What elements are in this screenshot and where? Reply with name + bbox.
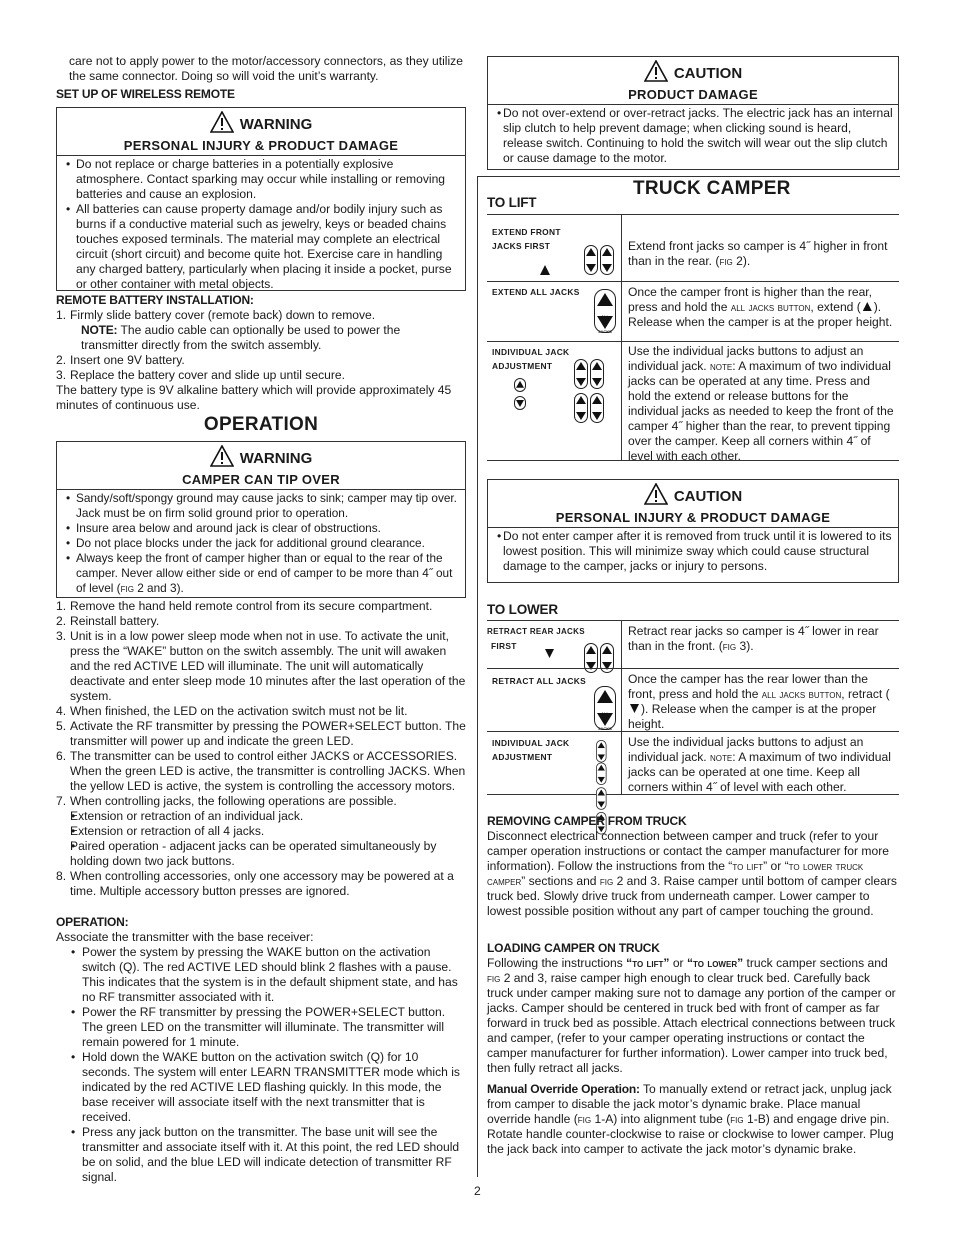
removing-heading: REMOVING CAMPER FROM TRUCK <box>487 814 687 828</box>
operation-sub-heading: OPERATION: <box>56 915 129 929</box>
battery-step: Replace the battery cover and slide up until secure. <box>70 368 345 382</box>
step: Remove the hand held remote control from its secure compartment. <box>70 599 433 613</box>
wireless-heading: SET UP OF WIRELESS REMOTE <box>56 87 235 101</box>
front-jack-buttons-icon <box>584 245 616 275</box>
caution-subtitle: PRODUCT DAMAGE <box>628 87 758 102</box>
page-number: 2 <box>474 1184 481 1198</box>
operation-item: • Power the RF transmitter by pressing the POWER+SELECT button. The green LED on the transmitter will illuminate. The transmitter will remain powered for 1 minute. <box>56 1005 466 1050</box>
lift-table <box>487 214 899 461</box>
caution-box-product <box>487 56 899 170</box>
battery-heading: REMOTE BATTERY INSTALLATION: <box>56 293 254 307</box>
warning-header <box>57 108 465 156</box>
warning-item: • Insure area below and around jack is clear of obstructions. <box>57 521 463 536</box>
lift-row-text: Use the individual jacks buttons to adjust an individual jack. note: A maximum of two individual jacks can be operated at any time. Press and hold the extend or release buttons for the individual jacks as needed to keep the front of the camper 4˝ higher than the rear, to prevent tipping over the camper. Keep all corners within 4˝ of level with each other. <box>628 344 894 463</box>
step: When controlling accessories, only one accessory may be powered at a time. Multiple accessory button presses are ignored. <box>70 869 454 898</box>
loading-heading: LOADING CAMPER ON TRUCK <box>487 941 660 955</box>
lift-row-text: Extend front jacks so camper is 4˝ higher in front than in the rear. (fig 2). <box>628 239 888 268</box>
step-sub-item: • Paired operation - adjacent jacks can be operated simultaneously by holding down two jack buttons. <box>56 839 466 869</box>
warning-item: • All batteries can cause property damage and/or bodily injury such as burns if a conductive material such as jewelry, keys or beaded chains touches exposed terminals. The material may complete an electrical circuit (short circuit) and become quite hot. Exercise care in handling any charged battery, particularly when placing it inside a pocket, purse or other container with metal objects. <box>57 202 461 292</box>
retract-arrow-icon <box>630 704 639 713</box>
warning-subtitle: CAMPER CAN TIP OVER <box>182 472 340 487</box>
lift-row-extend-all: EXTEND ALL JACKS JACKS <box>492 285 618 341</box>
lower-row-text: Once the camper has the rear lower than the front, press and hold the all jacks button, retract (). Release when the camper is at the proper height. <box>628 672 890 731</box>
override-text: Manual Override Operation: To manually extend or retract jack, unplug jack from camper to disable the jack motor’s dynamic brake. Place manual override handle (fig 1-A) into alignment tube (fig 1-B) and engage drive pin. Rotate handle counter-clockwise to raise or clockwise to lower camper. Plug the jack back into camper to activate the jack motor’s dynamic brake. <box>487 1082 894 1156</box>
extend-arrow-icon <box>863 302 872 311</box>
step: When finished, the LED on the activation switch must not be lit. <box>70 704 408 718</box>
operation-list <box>56 945 466 1185</box>
operation-intro: Associate the transmitter with the base receiver: <box>56 930 314 944</box>
caution-box-injury <box>487 479 899 583</box>
warning-triangle-icon <box>210 111 234 138</box>
step-sub-item: • Extension or retraction of an individual jack. <box>56 809 466 824</box>
all-jacks-button-icon: JACKS <box>594 686 616 730</box>
caution-triangle-icon <box>644 60 668 87</box>
operation-item: • Hold down the WAKE button on the activation switch (Q) for 10 seconds. The system will enter LEARN TRANSMITTER mode which is indicated by the red ACTIVE LED flashing quickly. In this mode, the base receiver will associate itself with the next transmitter that is received. <box>56 1050 466 1125</box>
warning-triangle-icon <box>210 445 234 472</box>
battery-step: Firmly slide battery cover (remote back) down to remove. <box>70 308 376 322</box>
lower-row-individual: INDIVIDUAL JACK ADJUSTMENT <box>492 736 618 792</box>
caution-title: CAUTION <box>673 487 743 505</box>
caution-header <box>488 480 898 528</box>
operation-steps: 1. Remove the hand held remote control from its secure compartment. 2. Reinstall battery. 3. Unit is in a low power sleep mode when not in use. To activate the unit, press the “WAKE” button on the switch assembly. The unit will awaken and the red ACTIVE LED will illuminate. The unit will automatically deactivate and enter sleep mode 10 minutes after the last operation of the system. 4. When finished, the LED on the activation switch must not be lit. 5. Activate the RF transmitter by pressing the POWER+SELECT button. The transmitter will power up and indicate the green LED. 6. The transmitter can be used to control either JACKS or ACCESSORIES. When the green LED is active, the transmitter is controlling JACKS. When the yellow LED is active, the system is controlling the accessory motors. 7. When controlling jacks, the following operations are possible. • Extension or retraction of an individual jack. • Extension or retraction of all 4 jacks. • Paired operation - adjacent jacks can be operated simultaneously by holding down two jack buttons. 8. When controlling accessories, only one accessory may be powered at a time. Multiple accessory button presses are ignored. <box>56 599 466 899</box>
retract-arrow-icon <box>545 649 554 658</box>
removing-text: Disconnect electrical connection between camper and truck (refer to your camper operation instructions or contact the camper manufacturer for more information). Follow the instructions from the “to lift” or “to lower truck camper” sections and fig 2 and 3. Raise camper until bottom of camper clears truck bed. Slowly drive truck from underneath camper. Lower camper to lowest possible position without any part of camper touching the ground. <box>487 829 897 918</box>
warning-subtitle: PERSONAL INJURY & PRODUCT DAMAGE <box>123 138 399 153</box>
individual-jack-buttons-icon <box>574 359 606 423</box>
caution-triangle-icon <box>644 483 668 510</box>
lift-row-individual: INDIVIDUAL JACK ADJUSTMENT <box>492 345 618 455</box>
lower-row-text: Retract rear jacks so camper is 4˝ lower in rear than in the front. (fig 3). <box>628 624 879 653</box>
step: When controlling jacks, the following operations are possible. <box>70 794 397 808</box>
intro-text: care not to apply power to the motor/accessory connectors, as they utilize the same connector. Doing so will void the unit’s warranty. <box>69 54 463 83</box>
caution-header <box>488 57 898 105</box>
loading-text: Following the instructions “to lift” or “to lower” truck camper sections and fig 2 and 3, raise camper high enough to clear truck bed. Carefully back truck under camper making sure not to damage any portion of the camper or jacks. Camper should be centered in truck bed with front of camper as far forward in truck bed as possible. Attach electrical connections between truck and camper, (refer to your camper operating instructions or contact the camper manufacturer for further information). Lower camper into truck bed, then fully retract all jacks. <box>487 956 896 1075</box>
caution-title: CAUTION <box>673 64 743 82</box>
operation-heading: OPERATION <box>203 414 319 435</box>
step: Unit is in a low power sleep mode when not in use. To activate the unit, press the “WAKE” button on the switch assembly. The unit will awaken and the red ACTIVE LED will illuminate. The unit will automatically deactivate and enter sleep mode 10 minutes after the last operation of the system. <box>70 629 466 703</box>
lower-row-text: Use the individual jacks buttons to adjust an individual jack. note: A maximum of two individual jacks can be operated at one time. Keep all corners within 4˝ of level with each other. <box>628 735 891 794</box>
warning-item: • Always keep the front of camper higher than or equal to the rear of the camper. Never allow either side or end of camper to be more than 4˝ out of level (fig 2 and 3). <box>57 551 463 596</box>
step-sub-item: • Extension or retraction of all 4 jacks. <box>56 824 466 839</box>
warning-title: WARNING <box>239 449 313 467</box>
to-lower-heading: TO LOWER <box>487 602 558 617</box>
extend-retract-icon <box>514 377 528 417</box>
step: Reinstall battery. <box>70 614 160 628</box>
lift-row-extend-front: EXTEND FRONT JACKS FIRST <box>492 225 618 281</box>
step: The transmitter can be used to control either JACKS or ACCESSORIES. When the green LED is active, the transmitter is controlling JACKS. When the yellow LED is active, the system is controlling the accessory motors. <box>70 749 466 793</box>
lower-row-retract-all: RETRACT ALL JACKS JACKS <box>492 674 618 730</box>
operation-item: • Press any jack button on the transmitter. The base unit will see the transmitter and associate itself with it. At this point, the red LED should be on solid, and the blue LED will indicate detection of transmitter RF signal. <box>56 1125 466 1185</box>
step: Activate the RF transmitter by pressing the POWER+SELECT button. The transmitter will power up and indicate the green LED. <box>70 719 466 748</box>
warning-header <box>57 442 465 490</box>
battery-note: NOTE: The audio cable can optionally be used to power the transmitter directly from the switch assembly. <box>81 323 401 352</box>
to-lift-heading: TO LIFT <box>487 195 537 210</box>
caution-item: • Do not enter camper after it is removed from truck until it is lowered to its lowest position. This will minimize sway which could cause structural damage to the camper, jacks or injury to persons. <box>488 529 894 574</box>
warning-box-battery <box>56 107 466 291</box>
battery-step: Insert one 9V battery. <box>70 353 185 367</box>
warning-item: • Do not place blocks under the jack for additional ground clearance. <box>57 536 463 551</box>
truck-camper-heading: TRUCK CAMPER <box>633 178 791 199</box>
warning-item: • Sandy/soft/spongy ground may cause jacks to sink; camper may tip over. Jack must be on firm solid ground prior to operation. <box>57 491 463 521</box>
all-jacks-button-icon: JACKS <box>594 289 616 333</box>
warning-box-tip <box>56 441 466 598</box>
battery-type: The battery type is 9V alkaline battery which will provide approximately 45 minutes of continuous use. <box>56 383 452 412</box>
caution-item: • Do not over-extend or over-retract jacks. The electric jack has an internal slip clutch to help prevent damage; when clicking sound is heard, release switch. Continuing to hold the switch will wear out the slip clutch or cause damage to the motor. <box>488 106 894 166</box>
lift-row-text: Once the camper front is higher than the rear, press and hold the all jacks button, extend ( ). Release when the camper is at the proper height. <box>628 285 893 329</box>
warning-item: • Do not replace or charge batteries in a potentially explosive atmosphere. Contact sparking may occur while installing or removing batteries and cause an explosion. <box>57 157 461 202</box>
lower-row-retract-rear: RETRACT REAR JACKS FIRST <box>487 625 618 673</box>
lower-table <box>487 620 899 795</box>
operation-item: • Power the system by pressing the WAKE button on the activation switch (Q). The red ACTIVE LED should blink 2 flashes with a pause. This indicates that the system is in the default shipment state, and has no RF transmitter associated with it. <box>56 945 466 1005</box>
extend-arrow-icon <box>540 265 550 275</box>
caution-subtitle: PERSONAL INJURY & PRODUCT DAMAGE <box>555 510 831 525</box>
warning-title: WARNING <box>239 115 313 133</box>
